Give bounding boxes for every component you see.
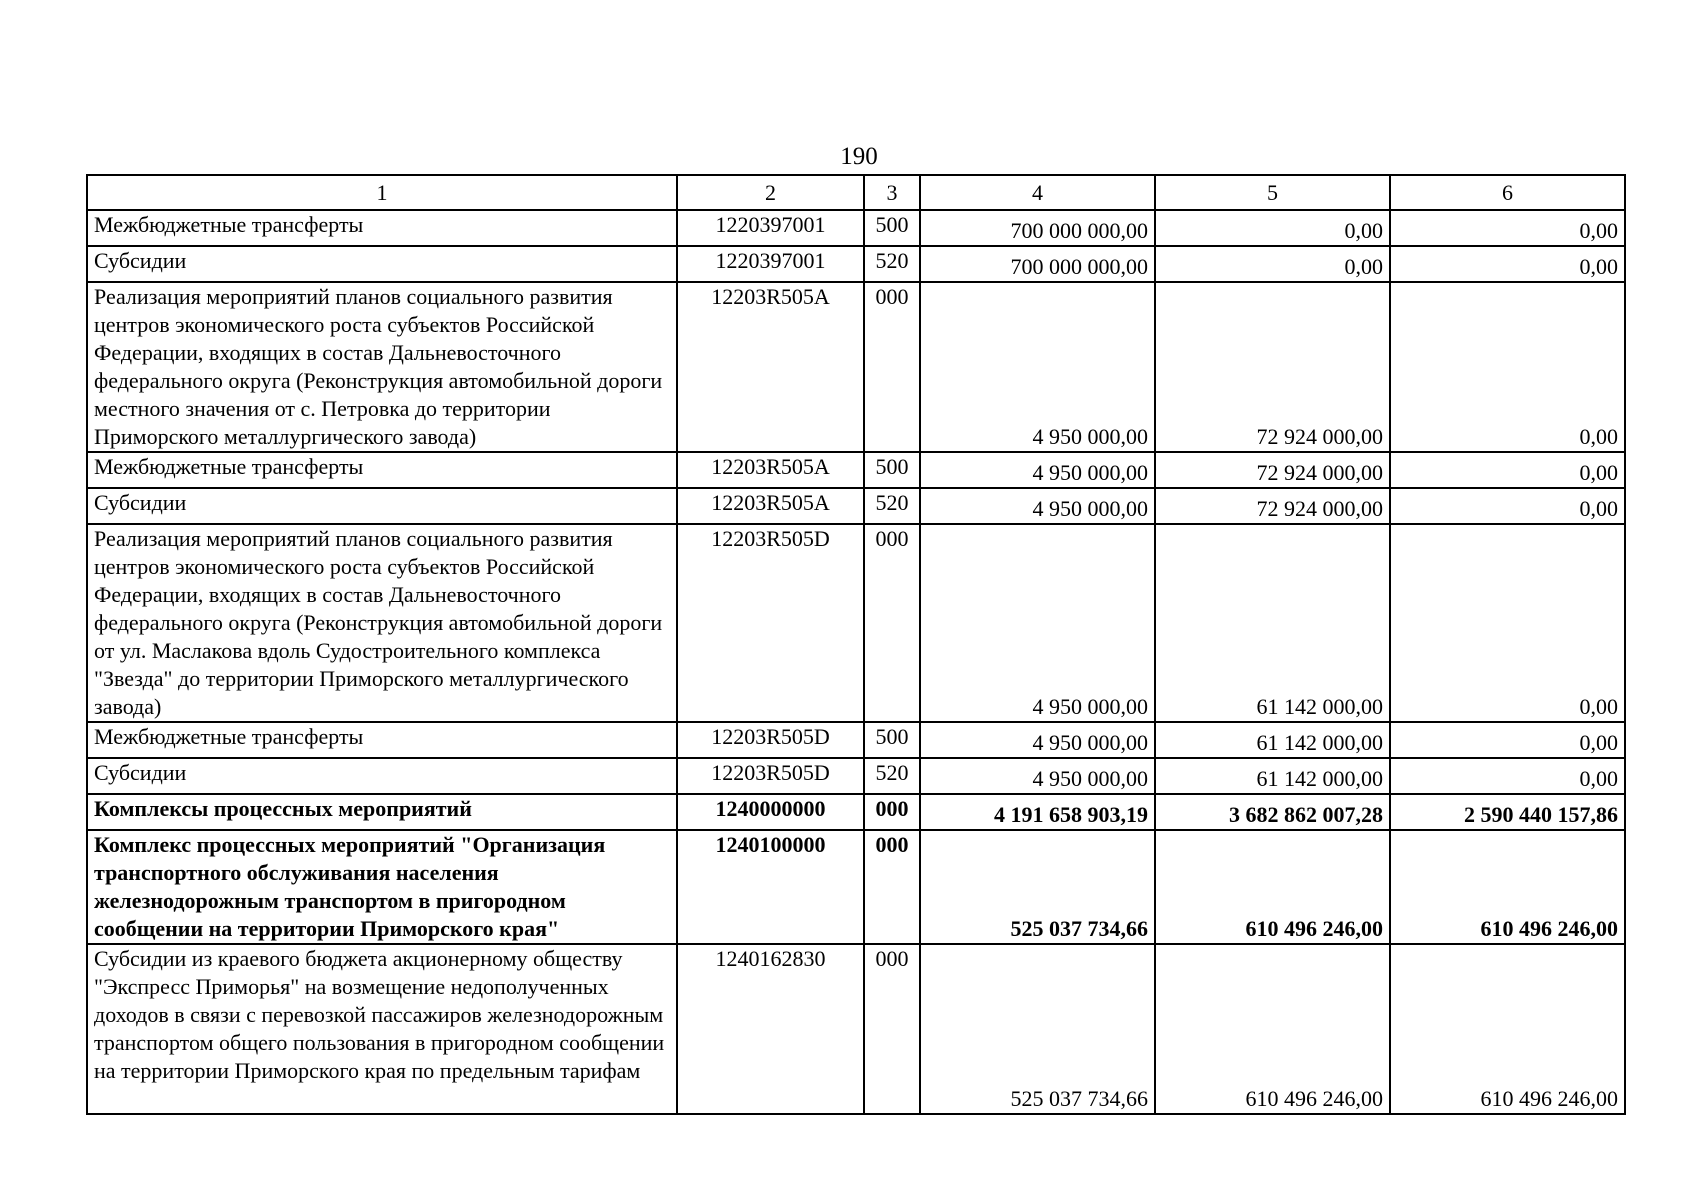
- table-row: [87, 210, 1625, 246]
- header-col-3: 3: [864, 175, 920, 210]
- row-type: 520: [864, 246, 920, 282]
- row-code: 1240100000: [677, 830, 864, 944]
- row-code: 1220397001: [677, 210, 864, 246]
- row-value-6: 0,00: [1390, 246, 1625, 282]
- row-name: Комплексы процессных мероприятий: [87, 794, 677, 830]
- page-number: 190: [840, 143, 878, 170]
- row-name: Субсидии: [87, 488, 677, 524]
- row-value-6: 0,00: [1390, 282, 1625, 452]
- row-value-4: 4 950 000,00: [920, 722, 1155, 758]
- row-value-4: 4 950 000,00: [920, 524, 1155, 722]
- row-type: 000: [864, 524, 920, 722]
- row-value-5: 72 924 000,00: [1155, 282, 1390, 452]
- row-name: Комплекс процессных мероприятий "Организация транспортного обслуживания населения железнодорожным транспортом в пригородном сообщении на территории Приморского края": [87, 830, 677, 944]
- row-code: 1220397001: [677, 246, 864, 282]
- row-type: 000: [864, 794, 920, 830]
- table-header-row: [87, 175, 1625, 210]
- row-code: 12203R505D: [677, 524, 864, 722]
- row-value-6: 0,00: [1390, 210, 1625, 246]
- row-value-6: 0,00: [1390, 758, 1625, 794]
- row-type: 000: [864, 282, 920, 452]
- table-row: [87, 722, 1625, 758]
- row-code: 1240000000: [677, 794, 864, 830]
- row-type: 520: [864, 758, 920, 794]
- row-value-6: 0,00: [1390, 722, 1625, 758]
- row-code: 1240162830: [677, 944, 864, 1114]
- row-value-5: 0,00: [1155, 210, 1390, 246]
- row-value-6: 610 496 246,00: [1390, 944, 1625, 1114]
- header-col-5: 5: [1155, 175, 1390, 210]
- row-value-4: 700 000 000,00: [920, 246, 1155, 282]
- row-value-5: 61 142 000,00: [1155, 722, 1390, 758]
- row-value-4: 4 950 000,00: [920, 758, 1155, 794]
- budget-table: [86, 174, 1626, 1115]
- row-name: Межбюджетные трансферты: [87, 722, 677, 758]
- row-code: 12203R505A: [677, 452, 864, 488]
- table-row: [87, 246, 1625, 282]
- row-code: 12203R505D: [677, 722, 864, 758]
- row-value-5: 610 496 246,00: [1155, 830, 1390, 944]
- table-row: [87, 524, 1625, 722]
- header-col-6: 6: [1390, 175, 1625, 210]
- table-row: [87, 488, 1625, 524]
- row-value-5: 72 924 000,00: [1155, 488, 1390, 524]
- row-value-5: 72 924 000,00: [1155, 452, 1390, 488]
- table-row: [87, 758, 1625, 794]
- row-value-5: 0,00: [1155, 246, 1390, 282]
- row-type: 500: [864, 210, 920, 246]
- row-value-5: 610 496 246,00: [1155, 944, 1390, 1114]
- row-type: 000: [864, 944, 920, 1114]
- table-row: [87, 452, 1625, 488]
- row-type: 520: [864, 488, 920, 524]
- row-code: 12203R505D: [677, 758, 864, 794]
- row-code: 12203R505A: [677, 488, 864, 524]
- row-value-6: 0,00: [1390, 488, 1625, 524]
- row-name: Субсидии из краевого бюджета акционерному обществу "Экспресс Приморья" на возмещение недополученных доходов в связи с перевозкой пассажиров железнодорожным транспортом общего пользования в пригородном сообщении на территории Приморского края по предельным тарифам: [87, 944, 677, 1114]
- row-name: Межбюджетные трансферты: [87, 452, 677, 488]
- row-type: 000: [864, 830, 920, 944]
- row-name: Межбюджетные трансферты: [87, 210, 677, 246]
- row-value-6: 610 496 246,00: [1390, 830, 1625, 944]
- row-value-4: 4 191 658 903,19: [920, 794, 1155, 830]
- row-name: Реализация мероприятий планов социального развития центров экономического роста субъектов Российской Федерации, входящих в состав Дальневосточного федерального округа (Реконструкция автомобильной дороги от ул. Маслакова вдоль Судостроительного комплекса "Звезда" до территории Приморского металлургического завода): [87, 524, 677, 722]
- row-code: 12203R505A: [677, 282, 864, 452]
- row-value-6: 0,00: [1390, 524, 1625, 722]
- row-value-4: 525 037 734,66: [920, 944, 1155, 1114]
- row-value-4: 4 950 000,00: [920, 488, 1155, 524]
- row-value-5: 61 142 000,00: [1155, 758, 1390, 794]
- table-row-total: [87, 794, 1625, 830]
- row-value-5: 3 682 862 007,28: [1155, 794, 1390, 830]
- row-name: Субсидии: [87, 758, 677, 794]
- row-value-5: 61 142 000,00: [1155, 524, 1390, 722]
- row-type: 500: [864, 452, 920, 488]
- table-row: [87, 282, 1625, 452]
- row-value-6: 2 590 440 157,86: [1390, 794, 1625, 830]
- row-value-6: 0,00: [1390, 452, 1625, 488]
- row-type: 500: [864, 722, 920, 758]
- header-col-4: 4: [920, 175, 1155, 210]
- header-col-2: 2: [677, 175, 864, 210]
- row-value-4: 4 950 000,00: [920, 282, 1155, 452]
- row-name: Субсидии: [87, 246, 677, 282]
- table-row: [87, 944, 1625, 1114]
- table-row-subtotal: [87, 830, 1625, 944]
- row-value-4: 700 000 000,00: [920, 210, 1155, 246]
- row-name: Реализация мероприятий планов социального развития центров экономического роста субъектов Российской Федерации, входящих в состав Дальневосточного федерального округа (Реконструкция автомобильной дороги местного значения от с. Петровка до территории Приморского металлургического завода): [87, 282, 677, 452]
- row-value-4: 525 037 734,66: [920, 830, 1155, 944]
- header-col-1: 1: [87, 175, 677, 210]
- row-value-4: 4 950 000,00: [920, 452, 1155, 488]
